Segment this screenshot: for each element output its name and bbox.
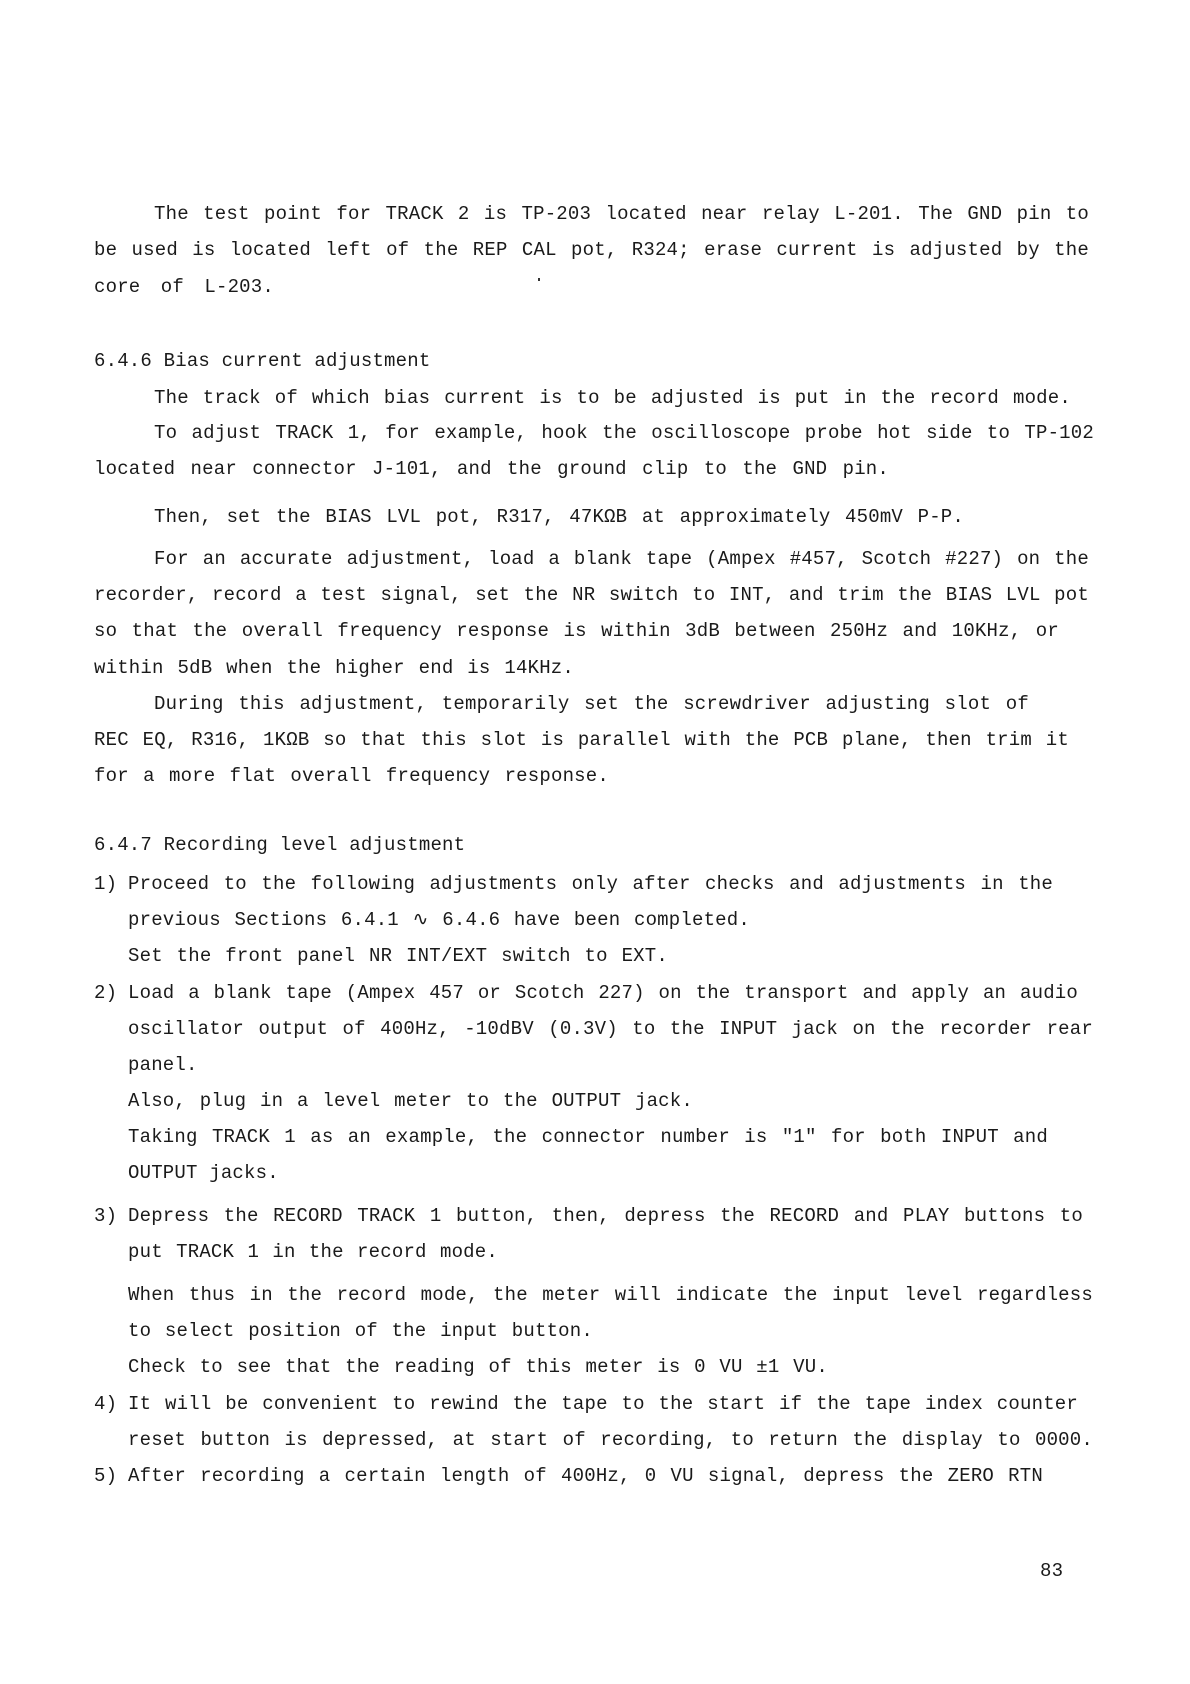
list-item-line: Taking TRACK 1 as an example, the connector number is "1" for both INPUT and xyxy=(128,1126,1048,1148)
body-line: The test point for TRACK 2 is TP-203 located near relay L-201. The GND pin to xyxy=(154,203,1089,225)
body-line: Then, set the BIAS LVL pot, R317, 47KΩB at approximately 450mV P-P. xyxy=(154,506,964,528)
list-item-line: put TRACK 1 in the record mode. xyxy=(128,1241,498,1263)
list-number: 2) xyxy=(94,982,118,1004)
list-item-line: to select position of the input button. xyxy=(128,1320,593,1342)
body-line: During this adjustment, temporarily set the screwdriver adjusting slot of xyxy=(154,693,1029,715)
body-line: located near connector J-101, and the ground clip to the GND pin. xyxy=(94,458,889,480)
list-number: 1) xyxy=(94,873,118,895)
list-item-line: When thus in the record mode, the meter will indicate the input level regardless xyxy=(128,1284,1093,1306)
list-item-line: panel. xyxy=(128,1054,198,1076)
body-line: within 5dB when the higher end is 14KHz. xyxy=(94,657,574,679)
section-heading-646: 6.4.6 Bias current adjustment xyxy=(94,350,431,372)
list-item-line: Set the front panel NR INT/EXT switch to EXT. xyxy=(128,945,668,967)
body-line: be used is located left of the REP CAL pot, R324; erase current is adjusted by the xyxy=(94,239,1089,261)
list-item-line: It will be convenient to rewind the tape to the start if the tape index counter xyxy=(128,1393,1078,1415)
list-item-line: oscillator output of 400Hz, -10dBV (0.3V) to the INPUT jack on the recorder rear xyxy=(128,1018,1093,1040)
body-line: For an accurate adjustment, load a blank tape (Ampex #457, Scotch #227) on the xyxy=(154,548,1089,570)
body-line: recorder, record a test signal, set the NR switch to INT, and trim the BIAS LVL pot xyxy=(94,584,1089,606)
list-item-line: Load a blank tape (Ampex 457 or Scotch 227) on the transport and apply an audio xyxy=(128,982,1078,1004)
body-line: for a more flat overall frequency response. xyxy=(94,765,609,787)
list-item-line: Depress the RECORD TRACK 1 button, then, depress the RECORD and PLAY buttons to xyxy=(128,1205,1083,1227)
list-number: 3) xyxy=(94,1205,118,1227)
list-item-line: Proceed to the following adjustments only after checks and adjustments in the xyxy=(128,873,1053,895)
body-line: REC EQ, R316, 1KΩB so that this slot is parallel with the PCB plane, then trim it xyxy=(94,729,1069,751)
body-line: core of L-203. xyxy=(94,276,274,298)
list-item-line: Check to see that the reading of this meter is 0 VU ±1 VU. xyxy=(128,1356,828,1378)
body-line: so that the overall frequency response is within 3dB between 250Hz and 10KHz, or xyxy=(94,620,1059,642)
list-item-line: After recording a certain length of 400Hz, 0 VU signal, depress the ZERO RTN xyxy=(128,1465,1043,1487)
section-heading-647: 6.4.7 Recording level adjustment xyxy=(94,834,466,856)
list-number: 4) xyxy=(94,1393,118,1415)
list-item-line: previous Sections 6.4.1 ∿ 6.4.6 have been completed. xyxy=(128,909,750,931)
list-number: 5) xyxy=(94,1465,118,1487)
body-line: The track of which bias current is to be adjusted is put in the record mode. xyxy=(154,387,1071,409)
list-item-line: Also, plug in a level meter to the OUTPUT jack. xyxy=(128,1090,693,1112)
list-item-line: OUTPUT jacks. xyxy=(128,1162,279,1184)
page-number: 83 xyxy=(1040,1560,1064,1582)
scan-speck xyxy=(538,278,540,281)
body-line: To adjust TRACK 1, for example, hook the oscilloscope probe hot side to TP-102 xyxy=(154,422,1094,444)
list-item-line: reset button is depressed, at start of recording, to return the display to 0000. xyxy=(128,1429,1093,1451)
